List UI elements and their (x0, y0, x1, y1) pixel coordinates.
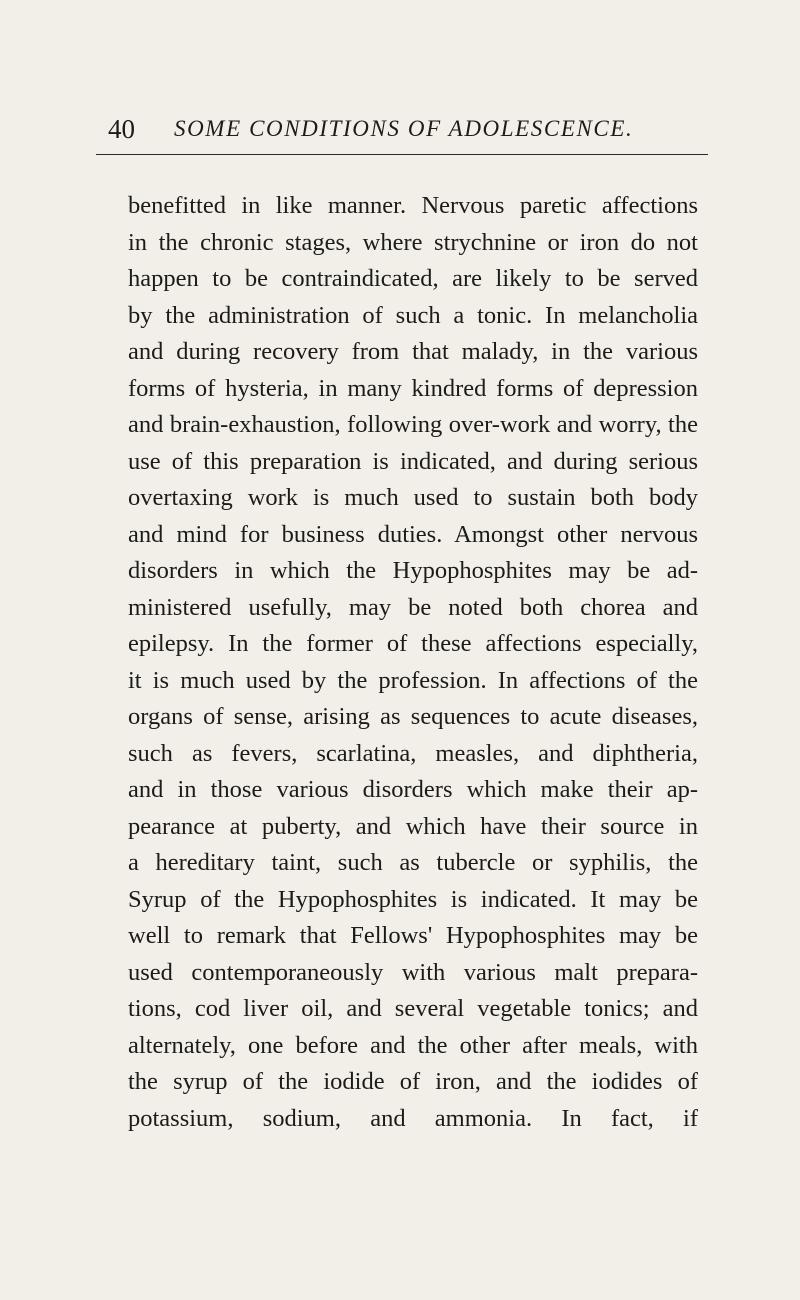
text-line: alternately, one before and the other after meals, with (128, 1031, 698, 1059)
text-line: it is much used by the profession. In affections of the (128, 666, 698, 694)
page-header (108, 112, 708, 146)
text-line: and mind for business duties. Amongst other nervous (128, 520, 698, 548)
text-line: by the administration of such a tonic. In melancholia (128, 301, 698, 329)
text-line: epilepsy. In the former of these affections especially, (128, 630, 698, 657)
header-rule (96, 154, 708, 155)
text-line: Syrup of the Hypophosphites is indicated. It may be (128, 885, 698, 913)
text-line: ministered usefully, may be noted both chorea and (128, 593, 698, 621)
text-line: overtaxing work is much used to sustain both body (128, 484, 698, 511)
text-line: used contemporaneously with various malt prepara- (128, 958, 698, 986)
text-line: pearance at puberty, and which have their source in (128, 812, 698, 840)
text-line: happen to be contraindicated, are likely to be served (128, 265, 698, 292)
text-line: and brain-exhaustion, following over-work and worry, the (128, 411, 698, 438)
text-line: tions, cod liver oil, and several vegetable tonics; and (128, 995, 698, 1022)
text-line: in the chronic stages, where strychnine or iron do not (128, 228, 698, 256)
text-line: benefitted in like manner. Nervous paretic affections (128, 192, 698, 219)
text-line: and during recovery from that malady, in the various (128, 338, 698, 365)
text-line: disorders in which the Hypophosphites may be ad- (128, 557, 698, 584)
text-line: well to remark that Fellows' Hypophosphites may be (128, 922, 698, 949)
running-head: SOME CONDITIONS OF ADOLESCENCE. (174, 116, 634, 141)
text-line: a hereditary taint, such as tubercle or syphilis, the (128, 849, 698, 876)
page-number: 40 (108, 114, 135, 144)
text-line: such as fevers, scarlatina, measles, and diphtheria, (128, 739, 698, 767)
text-line: potassium, sodium, and ammonia. In fact, if (128, 1104, 698, 1132)
text-line: and in those various disorders which make their ap- (128, 776, 698, 803)
text-line: use of this preparation is indicated, and during serious (128, 447, 698, 475)
text-line: organs of sense, arising as sequences to acute diseases, (128, 703, 698, 730)
text-line: forms of hysteria, in many kindred forms of depression (128, 374, 698, 402)
text-line: the syrup of the iodide of iron, and the iodides of (128, 1068, 698, 1095)
body-text (128, 188, 698, 1137)
